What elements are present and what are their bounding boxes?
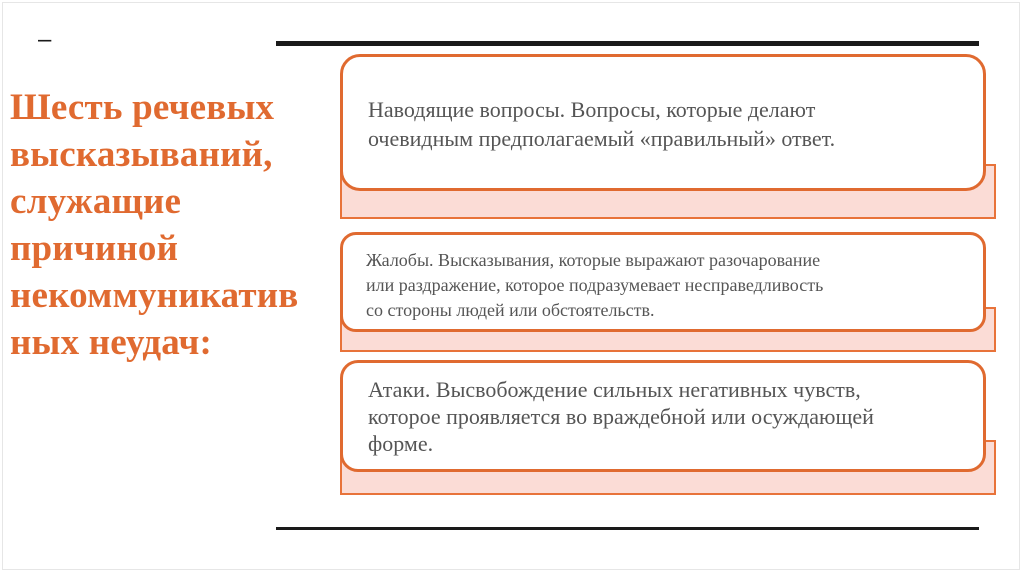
slide-dash-mark: –	[38, 26, 52, 53]
title-line: причиной	[10, 228, 179, 269]
card-text-line: Атаки. Высвобождение сильных негативных чувств,	[368, 377, 861, 402]
card-text-line: Жалобы. Высказывания, которые выражают разочарование	[366, 250, 821, 270]
title-line: ных неудач:	[10, 322, 213, 363]
slide-title	[10, 84, 340, 366]
card-text-box	[340, 360, 986, 472]
card-text-line: очевидным предполагаемый «правильный» ответ.	[368, 126, 836, 151]
title-line: служащие	[10, 181, 182, 222]
bottom-rule	[276, 527, 979, 530]
top-rule	[276, 41, 979, 46]
title-line: Шесть речевых	[10, 87, 275, 128]
card-text-box	[340, 54, 986, 191]
card-text-line: со стороны людей или обстоятельств.	[366, 300, 655, 320]
card-text-line: форме.	[368, 431, 434, 456]
card-text-line: Наводящие вопросы. Вопросы, которые делают	[368, 97, 816, 122]
card-text-line: которое проявляется во враждебной или осуждающей	[368, 404, 874, 429]
title-line: некоммуникатив	[10, 275, 299, 316]
card-text-line: или раздражение, которое подразумевает несправедливость	[366, 275, 824, 295]
title-line: высказываний,	[10, 134, 273, 175]
card-text-box	[340, 232, 986, 332]
